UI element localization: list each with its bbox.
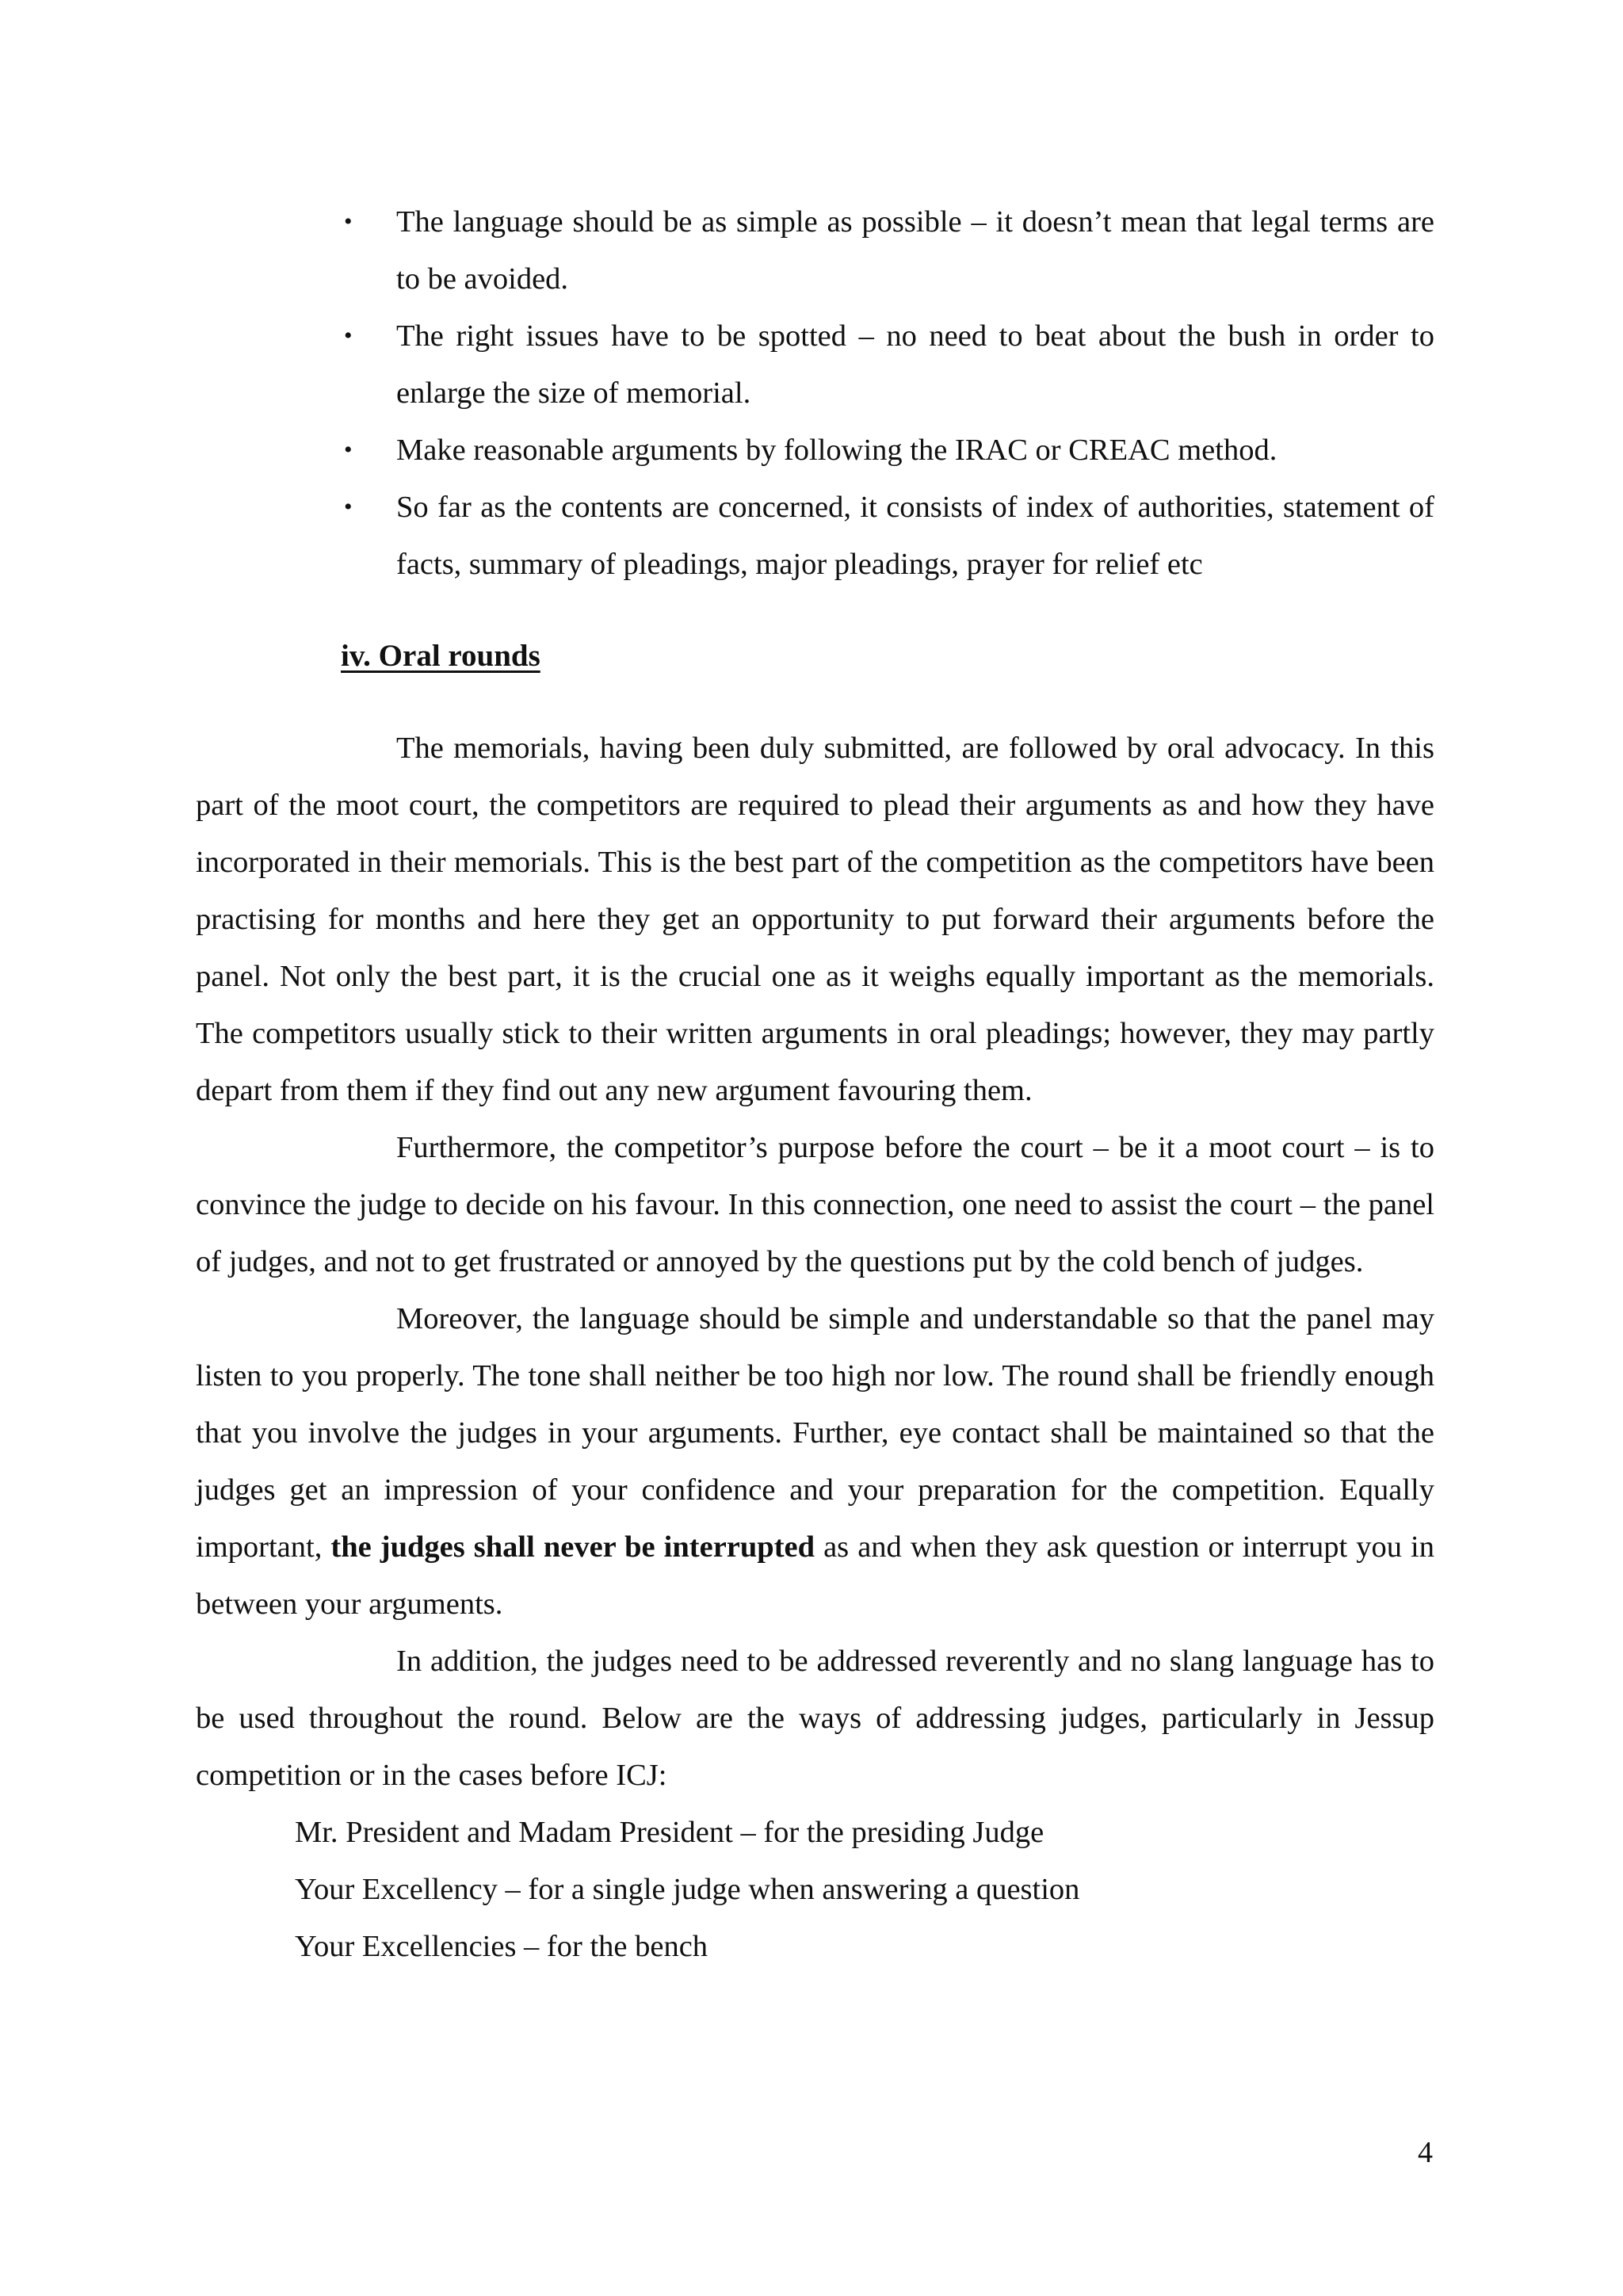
- paragraph-text: Moreover, the language should be simple and understandable so that the panel may listen to you properly. The tone shall neither be too high nor low. The round shall be friendly enough that you involve the judges in your arguments. Further, eye contact shall be maintained so that the judges get an impression of your confidence and your preparation for the competition. Equally important,: [196, 1302, 1434, 1564]
- bullet-icon: •: [344, 494, 353, 520]
- bullet-icon: •: [344, 208, 353, 235]
- address-item: Your Excellencies – for the bench: [295, 1930, 708, 1963]
- paragraph-competitor-purpose: Furthermore, the competitor’s purpose before the court – be it a moot court – is to convince the judge to decide on his favour. In this connection, one need to assist the court – the panel of judges, and not to get frustrated or annoyed by the questions put by the cold bench of judges.: [196, 1131, 1434, 1278]
- address-list: [196, 1804, 1434, 1975]
- paragraph-oral-advocacy: The memorials, having been duly submitted, are followed by oral advocacy. In this part of the moot court, the competitors are required to plead their arguments as and how they have incorporated in their memorials. This is the best part of the competition as the competitors have been practising for months and here they get an opportunity to put forward their arguments before the panel. Not only the best part, it is the crucial one as it weighs equally important as the memorials. The competitors usually stick to their written arguments in oral pleadings; however, they may partly depart from them if they find out any new argument favouring them.: [196, 732, 1434, 1107]
- body-text: [196, 720, 1434, 1975]
- bullet-text: Make reasonable arguments by following the IRAC or CREAC method.: [396, 434, 1277, 467]
- paragraph-addressing-judges: In addition, the judges need to be addressed reverently and no slang language has to be used throughout the round. Below are the ways of addressing judges, particularly in Jessup competition or in the cases before ICJ:: [196, 1645, 1434, 1792]
- paragraph-text: as and when they ask question or interrupt you in between your arguments.: [196, 1530, 1434, 1621]
- page-number: 4: [1418, 2136, 1433, 2169]
- address-item: Mr. President and Madam President – for the presiding Judge: [295, 1816, 1044, 1849]
- bullet-icon: •: [344, 323, 353, 349]
- emphasis-text: the judges shall never be interrupted: [330, 1530, 815, 1564]
- paragraph-language-tone: [196, 1290, 1434, 1633]
- bullet-icon: •: [344, 437, 353, 463]
- bullet-text: The language should be as simple as possible – it doesn’t mean that legal terms are to be avoided.: [396, 205, 1434, 296]
- bullet-item: [341, 308, 1434, 422]
- bullet-text: The right issues have to be spotted – no need to beat about the bush in order to enlarge the size of memorial.: [396, 319, 1434, 410]
- bullet-item: [341, 479, 1434, 593]
- section-heading: iv. Oral rounds: [341, 639, 540, 673]
- bullet-text: So far as the contents are concerned, it consists of index of authorities, statement of facts, summary of pleadings, major pleadings, prayer for relief etc: [396, 491, 1434, 581]
- bullet-list: [341, 193, 1434, 593]
- bullet-item: [341, 193, 1434, 308]
- bullet-item: [341, 422, 1434, 479]
- address-item: Your Excellency – for a single judge when answering a question: [295, 1873, 1080, 1906]
